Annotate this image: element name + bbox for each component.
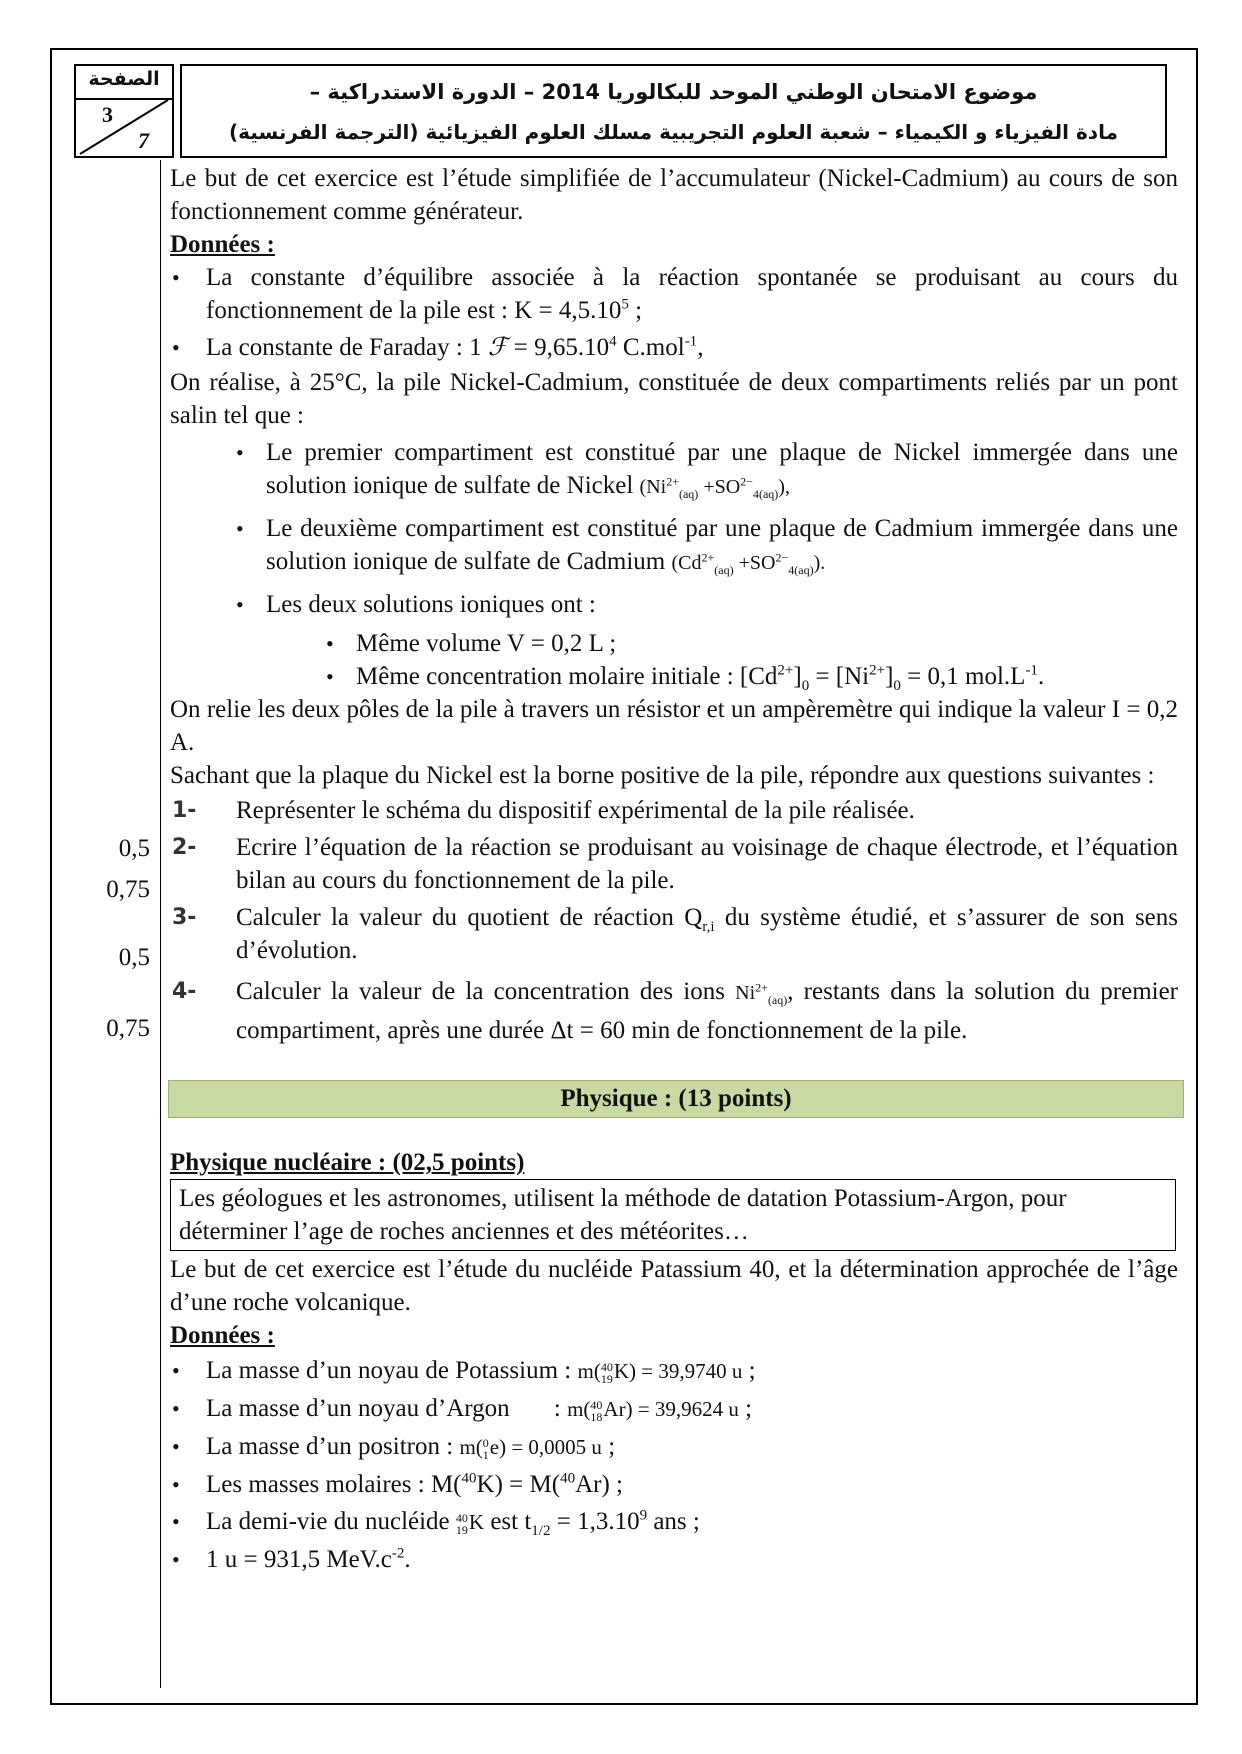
chem-data-faraday: • La constante de Faraday : 1 ℱ = $9,65.10^4$ C.mol$^{-1}$, <box>170 331 1178 364</box>
nuclear-data-list <box>170 1352 1178 1578</box>
chem-donnees-title: Données : <box>170 231 275 258</box>
mass-potassium: • La masse d’un noyau de Potassium : m( 40 19 K) = 39,9740 u ; <box>170 1352 1178 1390</box>
molar-masses: • Les masses molaires : M($^{40}$K) = M($^{40}$Ar) ; <box>170 1466 1178 1503</box>
context-box: Les géologues et les astronomes, utilisent la méthode de datation Potassium-Argon, pour déterminer l’age de roches anciennes et des météorites… <box>170 1179 1176 1251</box>
question-4: 4- Calculer la valeur de la concentration des ions $Ni^{2+}_{(aq)}$, restants dans la solution du premier compartiment, après une durée Δt = 60 min de fonctionnement de la pile. <box>172 978 1179 1044</box>
question-1: 1- Représenter le schéma du dispositif expérimental de la pile réalisée. <box>172 797 915 824</box>
compartment-list <box>170 436 1178 621</box>
points-q2: 0,75 <box>106 876 150 903</box>
page-divider-diagonal <box>76 98 172 156</box>
nuclear-intro: Le but de cet exercice est l’étude du nucléide Patassium 40, et la détermination approchée de l’âge d’une roche volcanique. <box>170 1256 1178 1316</box>
nuclear-section-title: Physique nucléaire : (02,5 points) <box>170 1149 525 1176</box>
compartment-1: • Le premier compartiment est constitué par une plaque de Nickel immergée dans une solution ionique de sulfate de Nickel $(Ni^{2+}_{(aq)} +SO^{2-}_{4(aq)})$, <box>170 436 1178 504</box>
half-life: • La demi-vie du nucléide 40 19 K est $t_{1/2} = 1,3.10^9$ ans ; <box>170 1503 1178 1541</box>
page-content <box>170 162 1178 1578</box>
margin-line <box>160 160 161 1688</box>
mass-argon: • La masse d’un noyau d’Argon : m( 40 18 Ar) = 39,9624 u ; <box>170 1390 1178 1428</box>
cd-sulfate-formula: $(Cd^{2+}_{(aq)} +SO^{2-}_{4(aq)})$. <box>671 550 826 577</box>
solution-props-list <box>170 627 1178 693</box>
nuclear-donnees-title: Données : <box>170 1322 275 1349</box>
points-q1: 0,5 <box>118 835 150 862</box>
points-q3: 0,5 <box>118 944 150 971</box>
points-q4: 0,75 <box>106 1015 150 1042</box>
page-number: 3 <box>102 102 113 127</box>
page-total: 7 <box>138 128 149 153</box>
ni-ion-formula: $Ni^{2+}_{(aq)}$ <box>735 980 788 1007</box>
chem-data-list <box>170 261 1178 364</box>
ni-sulfate-formula: $(Ni^{2+}_{(aq)} +SO^{2-}_{4(aq)})$, <box>639 474 790 501</box>
solution-volume: • Même volume V = 0,2 L ; <box>170 627 1178 660</box>
chem-intro: Le but de cet exercice est l’étude simplifiée de l’accumulateur (Nickel-Cadmium) au cours de son fonctionnement comme générateur. <box>170 165 1178 225</box>
exam-title-box <box>180 64 1167 158</box>
physique-banner: Physique : (13 points) <box>168 1080 1184 1118</box>
chem-circuit: On relie les deux pôles de la pile à travers un résistor et un ampèremètre qui indique la valeur I = 0,2 A. <box>170 696 1178 756</box>
page-number-box <box>74 64 174 158</box>
chem-data-k: • La constante d’équilibre associée à la réaction spontanée se produisant au cours du fonctionnement de la pile est : $K = 4,5.10^5$ ; <box>170 261 1178 327</box>
exam-title-line2: مادة الفيزياء و الكيمياء – شعبة العلوم التجريبية مسلك العلوم الفيزيائية (الترجمة الفرنسية) <box>229 120 1118 144</box>
atomic-mass-unit: • 1 u = 931,5 $MeV.c^{-2}$. <box>170 1541 1178 1578</box>
page-label: الصفحة <box>88 68 160 90</box>
mass-positron: • La masse d’un positron : m( 0 1 e) = 0,0005 u ; <box>170 1428 1178 1466</box>
question-3: 3- Calculer la valeur du quotient de réaction $Q_{r,i}$ du système étudié, et s’assurer de son sens d’évolution. <box>172 904 1178 964</box>
exam-title-line1: موضوع الامتحان الوطني الموحد للبكالوريا 2014 – الدورة الاستدراكية – <box>309 80 1038 104</box>
chem-instructions: Sachant que la plaque du Nickel est la borne positive de la pile, répondre aux questions suivantes : <box>170 762 1155 789</box>
chem-setup: On réalise, à 25°C, la pile Nickel-Cadmium, constituée de deux compartiments reliés par un pont salin tel que : <box>170 369 1178 429</box>
solution-concentration: • Même concentration molaire initiale : $[Cd^{2+}]_0 = [Ni^{2+}]_0 = 0,1$ $mol.L^{-1}$. <box>170 660 1178 693</box>
question-2: 2- Ecrire l’équation de la réaction se produisant au voisinage de chaque électrode, et l’équation bilan au cours du fonctionnement de la pile. <box>172 834 1178 894</box>
compartment-common: • Les deux solutions ioniques ont : <box>170 588 1178 621</box>
compartment-2: • Le deuxième compartiment est constitué par une plaque de Cadmium immergée dans une solution ionique de sulfate de Cadmium $(Cd^{2+}_{(aq)} +SO^{2-}_{4(aq)})$. <box>170 512 1178 580</box>
